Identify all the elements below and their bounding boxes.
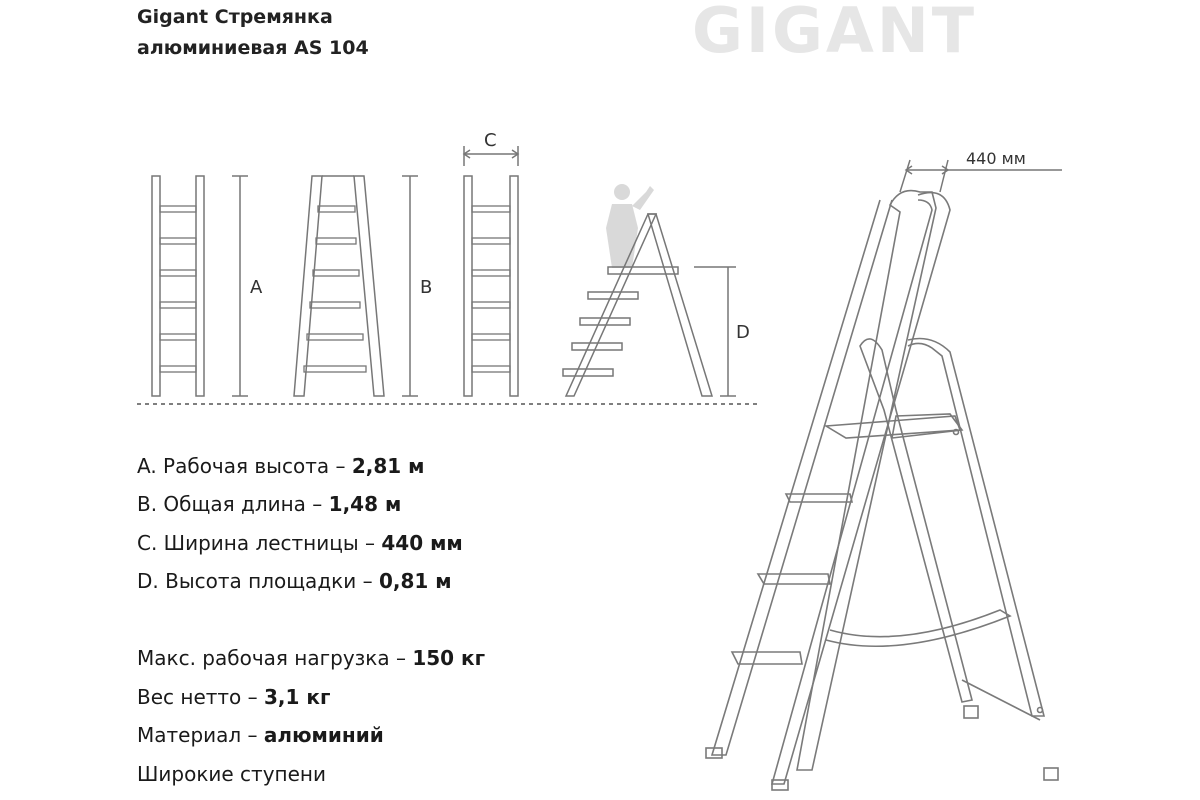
spec-value: 440 мм — [381, 531, 463, 555]
title-line-1: Gigant Стремянка — [137, 6, 333, 28]
spec-value: 0,81 м — [378, 569, 452, 593]
ladder-front-view — [152, 176, 204, 396]
spec-material — [137, 723, 384, 747]
spec-label: Макс. рабочая нагрузка – — [137, 646, 413, 670]
spec-value: 1,48 м — [328, 492, 402, 516]
label-c: C — [484, 130, 497, 151]
brand-watermark-logo: GIGANT — [692, 0, 978, 67]
spec-label: A. Рабочая высота – — [137, 454, 352, 478]
spec-wide-steps — [137, 762, 326, 786]
spec-ladder-width — [137, 531, 463, 555]
width-label: 440 мм — [966, 149, 1026, 168]
spec-max-load — [137, 646, 485, 670]
spec-label: C. Ширина лестницы – — [137, 531, 382, 555]
ladder-width-view — [464, 176, 518, 396]
ladder-perspective-view — [706, 191, 1058, 790]
spec-label: Широкие ступени — [137, 762, 326, 786]
dimension-a — [232, 176, 263, 396]
spec-value: алюминий — [263, 723, 384, 747]
spec-value: 2,81 м — [351, 454, 425, 478]
dimension-c — [464, 130, 518, 166]
ladder-open-view — [563, 214, 712, 396]
spec-value: 3,1 кг — [264, 685, 331, 709]
label-b: B — [420, 277, 433, 298]
label-a: A — [250, 277, 263, 298]
spec-label: D. Высота площадки – — [137, 569, 379, 593]
title-line-2: алюминиевая AS 104 — [137, 37, 369, 59]
spec-net-weight — [137, 685, 330, 709]
spec-platform-height — [137, 569, 452, 593]
spec-total-length — [137, 492, 401, 516]
spec-label: B. Общая длина – — [137, 492, 329, 516]
spec-label: Материал – — [137, 723, 264, 747]
spec-value: 150 кг — [412, 646, 486, 670]
spec-working-height — [137, 454, 424, 478]
label-d: D — [736, 322, 750, 343]
dimension-d — [694, 267, 750, 396]
dimension-b — [402, 176, 432, 396]
dimension-width-440 — [900, 149, 1062, 192]
ladder-folded-view — [294, 176, 384, 396]
spec-label: Вес нетто – — [137, 685, 265, 709]
